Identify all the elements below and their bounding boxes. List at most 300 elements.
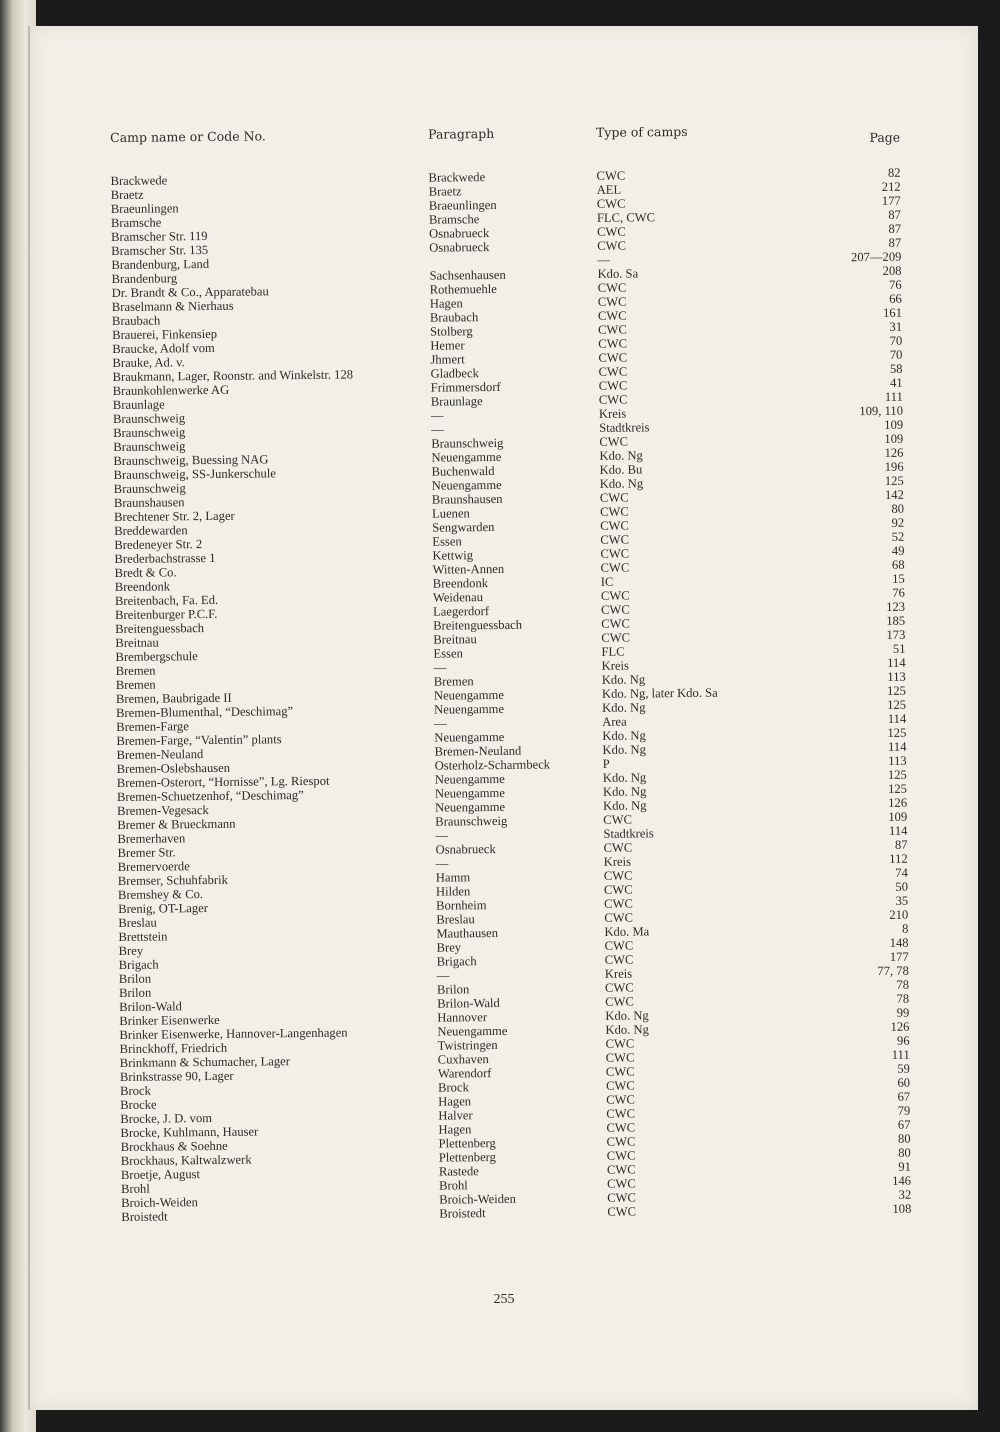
row-camp-name: Bremerhaven xyxy=(117,831,186,846)
row-camp-name: Braubach xyxy=(111,313,161,328)
row-paragraph: Halver xyxy=(438,1108,473,1123)
row-paragraph: Breendonk xyxy=(432,576,489,591)
row-page: 114 xyxy=(887,655,906,670)
row-camp-name: Breitenbach, Fa. Ed. xyxy=(114,592,219,608)
row-camp-name: Brechtener Str. 2, Lager xyxy=(113,508,235,524)
row-camp-name: Braunlage xyxy=(112,397,165,412)
row-page: 32 xyxy=(898,1187,912,1202)
row-page: 50 xyxy=(895,879,909,894)
row-type: CWC xyxy=(605,1078,635,1093)
row-type: Kreis xyxy=(603,854,632,869)
row-type: Kdo. Ng xyxy=(599,476,644,491)
row-page: 15 xyxy=(892,571,905,586)
row-page: 207—209 xyxy=(850,249,902,265)
row-type: — xyxy=(597,252,611,267)
row-paragraph: Neuengamme xyxy=(434,771,505,787)
row-type: CWC xyxy=(600,560,630,575)
header-type: Type of camps xyxy=(595,123,688,140)
row-type: Kreis xyxy=(604,966,633,981)
row-paragraph: Hagen xyxy=(429,296,463,311)
row-page: 125 xyxy=(887,725,907,740)
row-type: FLC xyxy=(601,644,625,659)
row-type: CWC xyxy=(606,1120,636,1135)
row-type: Kdo. Ma xyxy=(604,924,650,939)
row-camp-name: Braunschweig, Buessing NAG xyxy=(113,452,269,468)
row-paragraph: Hemer xyxy=(430,338,465,353)
row-paragraph: Hannover xyxy=(437,1010,488,1025)
row-paragraph: Warendorf xyxy=(437,1066,492,1081)
row-paragraph: — xyxy=(435,828,449,843)
row-paragraph: Neuengamme xyxy=(434,729,505,745)
row-camp-name: Breitnau xyxy=(115,635,159,650)
row-camp-name: Brenig, OT-Lager xyxy=(118,901,208,916)
row-type: Stadtkreis xyxy=(603,826,654,841)
row-paragraph: Brock xyxy=(437,1080,469,1095)
row-page: 125 xyxy=(887,697,907,712)
row-type: P xyxy=(602,756,610,771)
row-paragraph: Buchenwald xyxy=(431,463,495,479)
row-page: 87 xyxy=(894,837,908,852)
row-paragraph: Witten-Annen xyxy=(432,561,505,577)
row-page: 76 xyxy=(892,585,905,600)
row-page: 79 xyxy=(897,1103,911,1118)
row-type: Kdo. Ng xyxy=(605,1022,649,1037)
row-type: CWC xyxy=(604,952,634,967)
row-camp-name: Brackwede xyxy=(110,173,168,188)
row-camp-name: Bremen-Oslebshausen xyxy=(116,760,231,776)
row-type: CWC xyxy=(599,504,629,519)
row-paragraph: Gladbeck xyxy=(430,366,479,381)
row-page: 109, 110 xyxy=(859,403,904,419)
row-camp-name: Brembergschule xyxy=(115,649,198,664)
document-page xyxy=(28,26,978,1410)
row-camp-name: Brinker Eisenwerke, Hannover-Langenhagen xyxy=(119,1025,348,1042)
row-paragraph: Braubach xyxy=(429,310,479,325)
row-type: CWC xyxy=(598,378,628,393)
row-camp-name: Braselmann & Nierhaus xyxy=(111,298,234,314)
row-camp-name: Bramscher Str. 135 xyxy=(111,242,209,258)
row-camp-name: Brinkstrasse 90, Lager xyxy=(119,1068,234,1084)
row-camp-name: Brockhaus, Kaltwalzwerk xyxy=(120,1152,252,1168)
row-paragraph: Neuengamme xyxy=(431,449,502,465)
row-page: 60 xyxy=(897,1075,911,1090)
row-camp-name: Breendonk xyxy=(114,579,171,594)
row-type: CWC xyxy=(598,322,627,337)
row-page: 123 xyxy=(886,599,906,614)
row-type: Kreis xyxy=(601,658,629,673)
row-type: CWC xyxy=(604,896,633,911)
row-page: 126 xyxy=(890,1019,910,1034)
row-paragraph: Breitnau xyxy=(433,632,477,647)
row-camp-name: Brauerei, Finkensiep xyxy=(112,326,218,342)
row-page: 31 xyxy=(889,319,903,334)
row-page: 125 xyxy=(887,781,908,796)
row-page: 114 xyxy=(887,711,907,726)
row-camp-name: Braunschweig xyxy=(112,411,186,426)
row-paragraph: Neuengamme xyxy=(435,799,506,815)
row-camp-name: Brocke, Kuhlmann, Hauser xyxy=(120,1124,259,1140)
row-camp-name: Brederbachstrasse 1 xyxy=(114,550,216,566)
row-page: 52 xyxy=(891,529,905,544)
row-type: Kdo. Ng xyxy=(602,784,647,799)
row-paragraph: Laegerdorf xyxy=(432,604,490,619)
row-page: 114 xyxy=(887,739,907,754)
row-page: 91 xyxy=(898,1159,911,1174)
row-type: CWC xyxy=(596,196,626,211)
row-page: 109 xyxy=(884,431,904,446)
row-paragraph: Sachsenhausen xyxy=(429,267,506,283)
row-paragraph: Hamm xyxy=(435,870,471,885)
row-page: 87 xyxy=(888,235,902,250)
row-page: 41 xyxy=(890,375,903,390)
row-camp-name: Brocke xyxy=(120,1097,157,1112)
row-camp-name: Braukmann, Lager, Roonstr. and Winkelstr. 128 xyxy=(112,367,354,384)
row-camp-name: Bremen-Vegesack xyxy=(117,803,209,818)
row-page: 87 xyxy=(888,221,902,236)
row-paragraph: Braunschweig xyxy=(435,813,508,829)
row-page: 113 xyxy=(887,669,906,684)
row-camp-name: Brock xyxy=(119,1083,151,1098)
row-camp-name: Brandenburg xyxy=(111,271,178,286)
row-camp-name: Bredt & Co. xyxy=(114,565,177,580)
row-page: 196 xyxy=(884,459,904,474)
row-page: 67 xyxy=(897,1117,911,1132)
row-paragraph: Luenen xyxy=(431,506,470,521)
row-camp-name: Braunshausen xyxy=(113,495,185,510)
row-camp-name: Brilon-Wald xyxy=(119,999,182,1014)
row-type: CWC xyxy=(598,392,628,407)
row-camp-name: Broich-Weiden xyxy=(121,1195,198,1210)
row-page: 68 xyxy=(891,557,905,572)
row-camp-name: Breitenguessbach xyxy=(115,621,205,636)
row-type: CWC xyxy=(600,546,630,561)
row-paragraph: Neuengamme xyxy=(431,477,502,493)
row-camp-name: Breslau xyxy=(118,915,157,930)
row-camp-name: Bramsche xyxy=(110,215,162,230)
row-type: CWC xyxy=(606,1106,636,1121)
row-type: CWC xyxy=(605,1050,635,1065)
row-page: 58 xyxy=(889,361,903,376)
row-paragraph: Weidenau xyxy=(432,590,484,605)
row-type: Kreis xyxy=(598,406,627,421)
row-camp-name: Bremen xyxy=(115,663,156,678)
row-paragraph: Rothemuehle xyxy=(429,281,497,297)
row-paragraph: Osnabrueck xyxy=(429,240,490,255)
row-page: 185 xyxy=(886,613,906,628)
row-type: CWC xyxy=(603,882,633,897)
row-page: 177 xyxy=(881,193,901,208)
row-page: 80 xyxy=(891,501,905,516)
row-camp-name: Brilon xyxy=(118,985,152,1000)
row-paragraph: Braunlage xyxy=(430,394,483,409)
row-camp-name: Bremshey & Co. xyxy=(117,887,204,902)
row-page: 51 xyxy=(892,641,906,656)
row-camp-name: Braucke, Adolf vom xyxy=(112,340,215,356)
row-page: 59 xyxy=(897,1061,910,1076)
row-page: 173 xyxy=(886,627,906,642)
row-paragraph: Twistringen xyxy=(437,1037,498,1053)
row-page: 67 xyxy=(897,1089,911,1104)
row-paragraph: Rastede xyxy=(438,1164,479,1179)
row-page: 77, 78 xyxy=(877,963,909,979)
row-page: 146 xyxy=(892,1173,912,1188)
row-camp-name: Brauke, Ad. v. xyxy=(112,355,185,370)
row-page: 49 xyxy=(891,543,905,558)
row-page: 80 xyxy=(897,1131,911,1146)
row-page: 35 xyxy=(895,893,909,908)
row-camp-name: Braetz xyxy=(110,187,144,202)
row-paragraph: Jhmert xyxy=(430,352,465,367)
row-camp-name: Brilon xyxy=(118,971,152,986)
row-camp-name: Brinckhoff, Friedrich xyxy=(119,1040,228,1056)
row-type: CWC xyxy=(603,868,633,883)
row-type: CWC xyxy=(596,168,626,183)
row-page: 212 xyxy=(881,179,901,194)
row-type: AEL xyxy=(596,182,622,197)
row-type: CWC xyxy=(597,280,627,295)
row-camp-name: Brettstein xyxy=(118,929,168,944)
row-camp-name: Braunschweig xyxy=(113,439,186,454)
row-paragraph: Breitenguessbach xyxy=(433,617,523,633)
row-page: 82 xyxy=(887,165,901,180)
row-paragraph: Plettenberg xyxy=(438,1150,496,1165)
row-camp-name: Bremen-Osterort, “Hornisse”, Lg. Riespot xyxy=(116,773,330,790)
row-page: 111 xyxy=(891,1047,910,1062)
row-type: CWC xyxy=(606,1176,636,1191)
row-page: 126 xyxy=(888,795,908,810)
row-camp-name: Bremervoerde xyxy=(117,859,190,874)
row-page: 96 xyxy=(896,1033,910,1048)
row-type: Kdo. Ng xyxy=(602,700,646,715)
row-type: CWC xyxy=(604,910,634,925)
row-type: CWC xyxy=(598,350,628,365)
row-paragraph: Cuxhaven xyxy=(437,1052,489,1067)
row-camp-name: Bremen xyxy=(115,677,156,692)
row-paragraph: Essen xyxy=(433,646,463,661)
row-camp-name: Braeunlingen xyxy=(110,201,179,216)
row-page: 109 xyxy=(888,809,908,824)
row-paragraph: Osterholz-Scharmbeck xyxy=(434,757,551,773)
row-type: CWC xyxy=(604,938,634,953)
row-camp-name: Brockhaus & Soehne xyxy=(120,1138,228,1154)
row-camp-name: Brinker Eisenwerke xyxy=(119,1012,220,1028)
row-paragraph: Brohl xyxy=(438,1178,468,1193)
row-type: Area xyxy=(602,714,627,729)
row-type: Stadtkreis xyxy=(599,420,650,435)
row-camp-name: Bredeneyer Str. 2 xyxy=(114,537,203,552)
row-paragraph: Brey xyxy=(436,940,462,955)
row-type: CWC xyxy=(606,1134,636,1149)
row-page: 161 xyxy=(882,305,903,320)
row-type: CWC xyxy=(599,434,629,449)
row-type: Kdo. Bu xyxy=(599,462,643,477)
row-page: 108 xyxy=(892,1201,912,1216)
row-type: CWC xyxy=(603,812,633,827)
row-paragraph: Frimmersdorf xyxy=(430,379,501,395)
row-page: 8 xyxy=(902,921,909,936)
row-paragraph: Kettwig xyxy=(432,548,474,563)
row-type: CWC xyxy=(597,294,627,309)
row-type: CWC xyxy=(605,1064,635,1079)
row-paragraph: — xyxy=(430,408,444,423)
row-type: CWC xyxy=(600,588,630,603)
row-type: FLC, CWC xyxy=(596,210,656,225)
row-paragraph: Braunshausen xyxy=(431,491,503,507)
row-type: CWC xyxy=(597,238,626,253)
row-paragraph: Neuengamme xyxy=(434,701,505,717)
row-type: CWC xyxy=(597,224,626,239)
row-camp-name: Dr. Brandt & Co., Apparatebau xyxy=(111,284,269,300)
row-camp-name: Bremen-Blumenthal, “Deschimag” xyxy=(116,704,294,720)
row-page: 87 xyxy=(888,207,902,222)
row-type: CWC xyxy=(599,490,629,505)
row-type: CWC xyxy=(597,308,627,323)
row-page: 78 xyxy=(896,977,910,992)
row-page: 148 xyxy=(889,935,909,950)
row-type: CWC xyxy=(601,630,631,645)
row-paragraph: Bremen-Neuland xyxy=(434,743,522,759)
row-camp-name: Bremen-Farge, “Valentin” plants xyxy=(116,732,282,748)
row-type: Kdo. Ng, later Kdo. Sa xyxy=(601,685,718,701)
row-paragraph: Bramsche xyxy=(428,212,480,227)
row-paragraph: Braeunlingen xyxy=(428,197,497,213)
row-paragraph: Plettenberg xyxy=(438,1136,496,1151)
row-paragraph: Brackwede xyxy=(428,170,486,185)
row-type: Kdo. Ng xyxy=(605,1008,649,1023)
row-paragraph: Braetz xyxy=(428,184,462,199)
header-paragraph: Paragraph xyxy=(427,125,495,142)
row-type: CWC xyxy=(606,1162,636,1177)
row-type: Kdo. Sa xyxy=(597,266,639,281)
row-page: 76 xyxy=(888,277,902,292)
row-type: Kdo. Ng xyxy=(602,770,647,785)
row-paragraph: Broistedt xyxy=(439,1206,486,1221)
row-paragraph: Osnabrueck xyxy=(429,226,490,241)
row-camp-name: Braunschweig, SS-Junkerschule xyxy=(113,466,276,482)
row-type: CWC xyxy=(598,364,628,379)
row-paragraph: Stolberg xyxy=(430,324,473,339)
row-camp-name: Bremen-Farge xyxy=(116,719,189,734)
row-page: 74 xyxy=(895,865,908,880)
row-camp-name: Bremen-Schuetzenhof, “Deschimag” xyxy=(116,788,304,804)
row-type: CWC xyxy=(605,1036,635,1051)
row-page: 80 xyxy=(898,1145,911,1160)
row-type: Kdo. Ng xyxy=(602,728,646,743)
row-camp-name: Brigach xyxy=(118,957,159,972)
row-paragraph: Brilon xyxy=(436,982,470,997)
row-page: 70 xyxy=(889,333,903,348)
row-type: Kdo. Ng xyxy=(599,448,643,463)
row-type: CWC xyxy=(601,616,630,631)
row-paragraph: Broich-Weiden xyxy=(439,1191,516,1207)
row-paragraph: Neuengamme xyxy=(437,1023,508,1039)
row-camp-name: Bremer & Brueckmann xyxy=(117,816,236,832)
row-paragraph: Bremen xyxy=(433,674,474,689)
row-type: IC xyxy=(600,574,614,589)
row-paragraph: Neuengamme xyxy=(433,687,504,703)
row-paragraph: Hagen xyxy=(438,1122,472,1137)
row-camp-name: Bremen, Baubrigade II xyxy=(115,690,232,706)
row-page: 125 xyxy=(887,767,907,782)
row-paragraph: Neuengamme xyxy=(434,785,505,801)
row-type: CWC xyxy=(606,1148,636,1163)
row-camp-name: Bremen-Neuland xyxy=(116,747,204,762)
row-camp-name: Brey xyxy=(118,943,144,958)
table-body xyxy=(110,166,911,1224)
row-page: 142 xyxy=(884,487,904,502)
row-camp-name: Brandenburg, Land xyxy=(111,256,210,272)
row-page: 113 xyxy=(888,753,907,768)
row-paragraph: Hilden xyxy=(435,884,471,899)
row-camp-name: Broetje, August xyxy=(120,1167,201,1182)
row-camp-name: Braunschweig xyxy=(113,481,186,496)
row-camp-name: Breddewarden xyxy=(114,523,188,538)
header-page: Page xyxy=(869,129,901,146)
row-paragraph: — xyxy=(431,422,444,437)
row-paragraph: Osnabrueck xyxy=(435,842,496,857)
row-paragraph: Brilon-Wald xyxy=(437,995,500,1011)
row-camp-name: Breitenburger P.C.F. xyxy=(115,606,218,622)
row-type: Kdo. Ng xyxy=(602,742,646,757)
row-type: CWC xyxy=(600,602,630,617)
row-page: 210 xyxy=(889,907,909,922)
row-paragraph: Brigach xyxy=(436,954,477,969)
row-paragraph: Bornheim xyxy=(436,898,487,913)
row-type: CWC xyxy=(607,1190,636,1205)
row-paragraph: — xyxy=(434,716,447,731)
row-page: 114 xyxy=(888,823,908,838)
row-paragraph: Braunschweig xyxy=(431,435,504,451)
row-paragraph: — xyxy=(435,856,449,871)
row-page: 78 xyxy=(896,991,910,1006)
row-type: CWC xyxy=(598,336,628,351)
row-page: 112 xyxy=(889,851,908,866)
row-type: CWC xyxy=(605,994,634,1009)
header-camp-name: Camp name or Code No. xyxy=(110,128,266,145)
row-type: CWC xyxy=(607,1204,637,1219)
row-camp-name: Brinkmann & Schumacher, Lager xyxy=(119,1054,291,1070)
row-camp-name: Broistedt xyxy=(121,1209,168,1224)
row-page: 109 xyxy=(884,417,904,432)
row-paragraph: Essen xyxy=(432,534,462,549)
row-paragraph: Hagen xyxy=(438,1094,472,1109)
row-camp-name: Bramscher Str. 119 xyxy=(111,228,208,244)
row-camp-name: Braunkohlenwerke AG xyxy=(112,382,230,398)
row-page: 208 xyxy=(882,263,902,278)
row-page: 70 xyxy=(889,347,903,362)
row-type: CWC xyxy=(604,980,634,995)
row-paragraph: Breslau xyxy=(436,912,475,927)
row-type: CWC xyxy=(603,840,633,855)
row-camp-name: Brohl xyxy=(121,1181,150,1196)
row-type: CWC xyxy=(600,532,630,547)
row-type: Kdo. Ng xyxy=(603,798,647,813)
row-paragraph: Mauthausen xyxy=(436,925,499,941)
row-paragraph: Sengwarden xyxy=(432,519,495,535)
row-page: 66 xyxy=(889,291,902,306)
page-number: 255 xyxy=(493,1292,515,1307)
row-camp-name: Bremser, Schuhfabrik xyxy=(117,872,228,888)
row-camp-name: Braunschweig xyxy=(113,425,186,440)
row-page: 125 xyxy=(886,683,906,698)
row-paragraph: — xyxy=(436,968,450,983)
row-type: Kdo. Ng xyxy=(601,672,646,687)
row-camp-name: Brocke, J. D. vom xyxy=(120,1110,213,1126)
row-type: CWC xyxy=(600,518,629,533)
index-table xyxy=(110,122,911,1224)
row-page: 177 xyxy=(889,949,909,964)
row-page: 99 xyxy=(896,1005,910,1020)
